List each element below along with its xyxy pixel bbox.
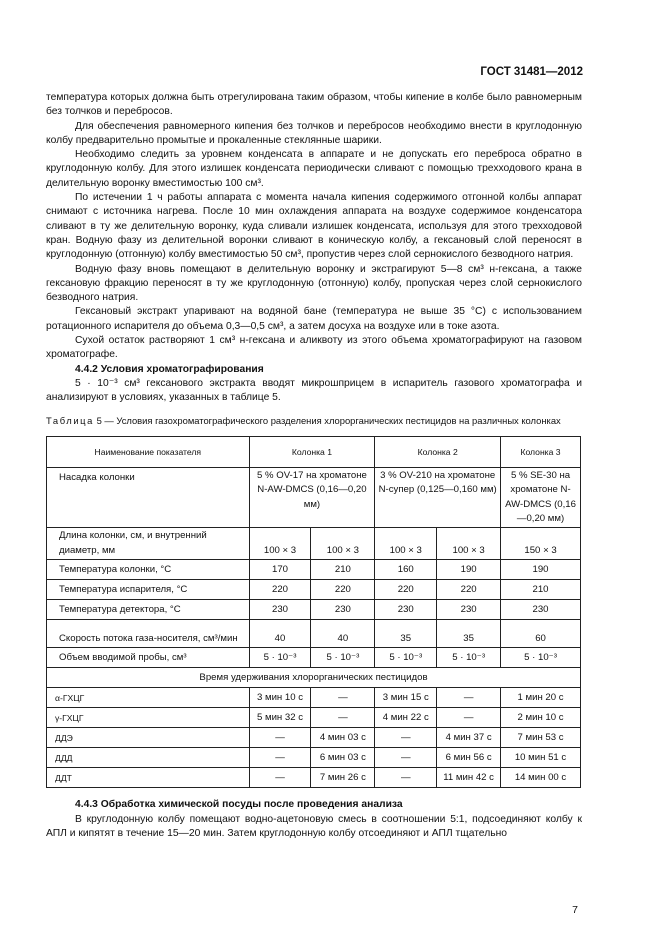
- row-label: α-ГХЦГ: [47, 688, 250, 708]
- cell: 3 мин 15 с: [375, 688, 437, 708]
- table-row: [47, 560, 581, 580]
- cell: —: [249, 768, 311, 788]
- row-label: ДДТ: [47, 768, 250, 788]
- conditions-table: [46, 436, 581, 788]
- cell: 100 × 3: [437, 528, 501, 560]
- table-row: [47, 748, 581, 768]
- cell: 60: [501, 620, 581, 648]
- row-label: Длина колонки, см, и внутренний диаметр, мм: [47, 528, 250, 560]
- cell: —: [249, 728, 311, 748]
- cell: 2 мин 10 с: [501, 708, 581, 728]
- cell: 170: [249, 560, 311, 580]
- cell: —: [437, 708, 501, 728]
- cell: 230: [501, 600, 581, 620]
- cell: 5 мин 32 с: [249, 708, 311, 728]
- row-label: Скорость потока газа-носителя, см³/мин: [47, 620, 250, 648]
- table-caption: [46, 415, 582, 428]
- table-caption-label: Таблица: [46, 414, 94, 426]
- table-header-row: [47, 437, 581, 468]
- table-row: [47, 580, 581, 600]
- document-code: ГОСТ 31481—2012: [480, 66, 583, 78]
- cell: 220: [375, 580, 437, 600]
- cell: —: [375, 768, 437, 788]
- cell: 35: [375, 620, 437, 648]
- row-label: Температура колонки, °С: [47, 560, 250, 580]
- cell: 230: [437, 600, 501, 620]
- cell: —: [249, 748, 311, 768]
- cell: 5 · 10⁻³: [311, 648, 375, 668]
- cell: 230: [375, 600, 437, 620]
- cell: 6 мин 03 с: [311, 748, 375, 768]
- table-row: [47, 468, 581, 528]
- header-column-2: Колонка 2: [375, 437, 501, 468]
- cell: 7 мин 26 с: [311, 768, 375, 788]
- table-row: [47, 528, 581, 560]
- packing-col1: 5 % OV-17 на хроматоне N-AW-DMCS (0,16—0,20 мм): [249, 468, 375, 528]
- cell: 150 × 3: [501, 528, 581, 560]
- row-label: ДДЭ: [47, 728, 250, 748]
- header-indicator: Наименование показателя: [47, 437, 250, 468]
- section-title: 4.4.2 Условия хроматографирования: [75, 363, 264, 375]
- cell: 100 × 3: [249, 528, 311, 560]
- cell: 100 × 3: [375, 528, 437, 560]
- cell: 10 мин 51 с: [501, 748, 581, 768]
- paragraph: По истечении 1 ч работы аппарата с момента начала кипения содержимого отгонной колбы аппарат снимают с источника нагрева. После 10 мин охлаждения аппарата на воздухе содержимое конденсатора сливают в ту же делительную воронку, куда сливали излишек конденсата, используя для этого трехходовой кран. Водную фазу из делительной воронки сливают в коническую колбу, а гексановый слой переносят в круглодонную (отгонную) колбу вместимостью 50 см³, пропустив через слой сернокислого безводного натрия.: [46, 192, 582, 261]
- table-row: [47, 600, 581, 620]
- cell: 5 · 10⁻³: [501, 648, 581, 668]
- cell: 220: [311, 580, 375, 600]
- cell: 160: [375, 560, 437, 580]
- table-row: [47, 620, 581, 648]
- table-row: [47, 768, 581, 788]
- retention-header: Время удерживания хлорорганических пестицидов: [47, 668, 581, 688]
- table-subheader-row: [47, 668, 581, 688]
- cell: 7 мин 53 с: [501, 728, 581, 748]
- paragraph: Водную фазу вновь помещают в делительную воронку и экстрагируют 5—8 см³ н-гексана, а также гексановую фракцию переносят в ту же круглодонную (отгонную) колбу, пропуская через слой сернокислого безводного натрия.: [46, 263, 582, 304]
- cell: —: [375, 728, 437, 748]
- row-label: Объем вводимой пробы, см³: [47, 648, 250, 668]
- table-row: [47, 648, 581, 668]
- section-title: 4.4.3 Обработка химической посуды после проведения анализа: [75, 799, 403, 811]
- paragraph: Гексановый экстракт упаривают на водяной бане (температура не выше 35 °С) с использованием ротационного испарителя до объема 0,3—0,5 см³, а затем досуха на воздухе или в токе азота.: [46, 306, 582, 332]
- cell: 40: [249, 620, 311, 648]
- cell: 11 мин 42 с: [437, 768, 501, 788]
- cell: 210: [501, 580, 581, 600]
- cell: 4 мин 03 с: [311, 728, 375, 748]
- paragraph: Сухой остаток растворяют 1 см³ н-гексана и аликвоту из этого объема хроматографируют на газовом хроматографе.: [46, 335, 582, 361]
- cell: 5 · 10⁻³: [437, 648, 501, 668]
- paragraph: В круглодонную колбу помещают водно-ацетоновую смесь в соотношении 5:1, подсоединяют колбу к АПЛ и кипятят в течение 15—20 мин. Затем круглодонную колбу отсоединяют и АПЛ тщательно: [46, 813, 582, 839]
- cell: 35: [437, 620, 501, 648]
- table-row: [47, 728, 581, 748]
- paragraph: Для обеспечения равномерного кипения без толчков и перебросов необходимо внести в круглодонную колбу предварительно промытые и прокаленные стеклянные шарики.: [46, 120, 582, 146]
- header-column-3: Колонка 3: [501, 437, 581, 468]
- cell: 230: [249, 600, 311, 620]
- cell: —: [437, 688, 501, 708]
- table-row: [47, 688, 581, 708]
- cell: 220: [249, 580, 311, 600]
- cell: 6 мин 56 с: [437, 748, 501, 768]
- cell: 14 мин 00 с: [501, 768, 581, 788]
- cell: 190: [501, 560, 581, 580]
- cell: 1 мин 20 с: [501, 688, 581, 708]
- cell: 3 мин 10 с: [249, 688, 311, 708]
- paragraph: 5 · 10⁻³ см³ гексанового экстракта вводят микрошприцем в испаритель газового хроматографа и анализируют в условиях, указанных в таблице 5.: [46, 377, 582, 404]
- header-column-1: Колонка 1: [249, 437, 375, 468]
- cell: 40: [311, 620, 375, 648]
- table-row: [47, 708, 581, 728]
- table-caption-text: 5 — Условия газохроматографического разделения хлорорганических пестицидов на различных колонках: [96, 414, 561, 426]
- cell: —: [311, 708, 375, 728]
- cell: 230: [311, 600, 375, 620]
- packing-col2: 3 % OV-210 на хроматоне N-супер (0,125—0,160 мм): [375, 468, 501, 528]
- row-label: Температура детектора, °С: [47, 600, 250, 620]
- cell: 220: [437, 580, 501, 600]
- cell: 100 × 3: [311, 528, 375, 560]
- cell: 190: [437, 560, 501, 580]
- paragraph: температура которых должна быть отрегулирована таким образом, чтобы кипение в колбе было равномерным без толчков и перебросов.: [46, 92, 582, 118]
- packing-col3: 5 % SE-30 на хроматоне N-AW-DMCS (0,16—0,20 мм): [501, 468, 581, 528]
- page-content: [46, 91, 582, 841]
- row-label: Насадка колонки: [47, 468, 250, 528]
- cell: —: [375, 748, 437, 768]
- cell: —: [311, 688, 375, 708]
- page-number: 7: [572, 904, 578, 916]
- cell: 210: [311, 560, 375, 580]
- cell: 4 мин 37 с: [437, 728, 501, 748]
- row-label: Температура испарителя, °С: [47, 580, 250, 600]
- cell: 5 · 10⁻³: [249, 648, 311, 668]
- cell: 5 · 10⁻³: [375, 648, 437, 668]
- cell: 4 мин 22 с: [375, 708, 437, 728]
- paragraph: Необходимо следить за уровнем конденсата в аппарате и не допускать его переброса обратно в круглодонную колбу. Для этого излишек конденсата периодически сливают с помощью трехходового крана в делительную воронку вместимостью 100 см³.: [46, 149, 582, 189]
- row-label: γ-ГХЦГ: [47, 708, 250, 728]
- row-label: ДДД: [47, 748, 250, 768]
